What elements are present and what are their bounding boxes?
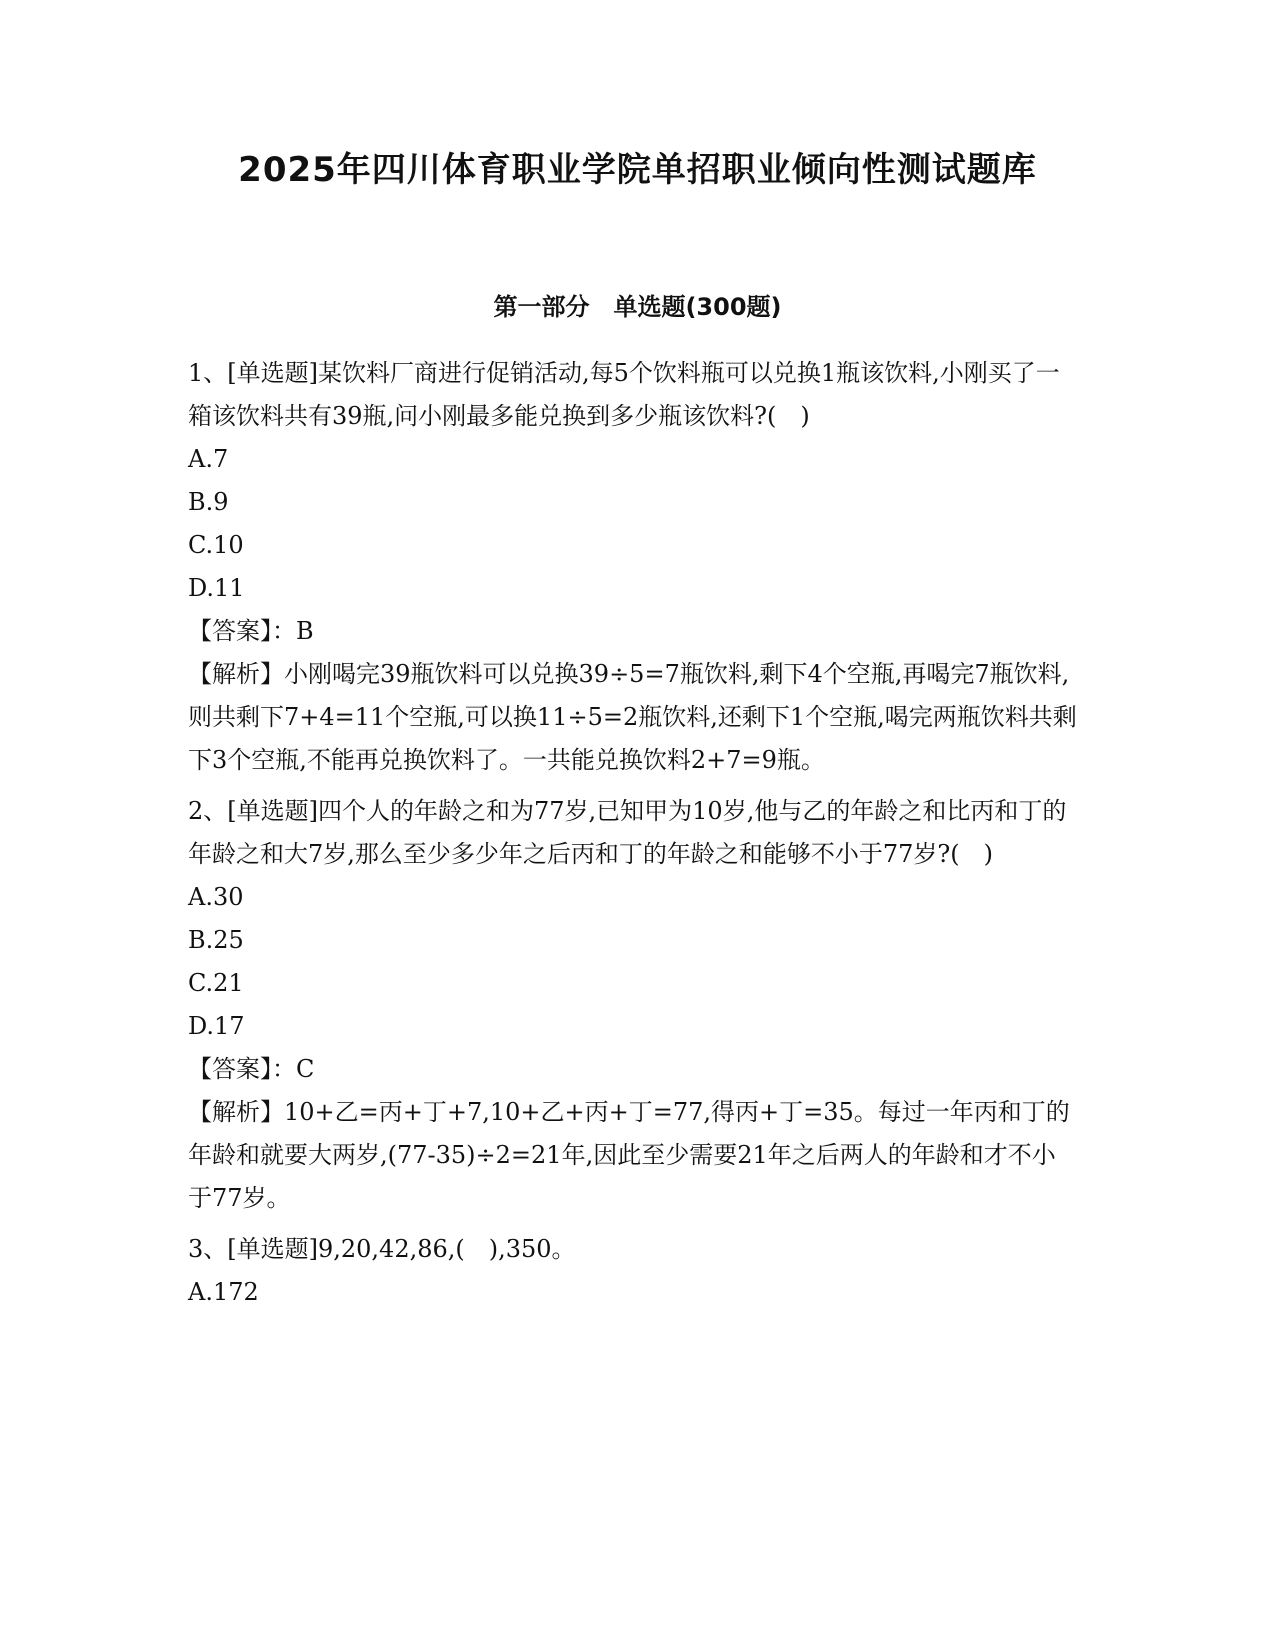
question-1 bbox=[188, 352, 1078, 782]
option-c: C.21 bbox=[188, 969, 244, 997]
analysis-line bbox=[188, 653, 1078, 782]
analysis-label: 【解析】 bbox=[188, 660, 284, 688]
document-title: 2025年四川体育职业学院单招职业倾向性测试题库 bbox=[238, 150, 1037, 190]
section-title: 第一部分 单选题(300题) bbox=[493, 293, 782, 321]
answer-label: 【答案】 bbox=[188, 617, 272, 645]
question-2 bbox=[188, 790, 1078, 1220]
answer-line bbox=[188, 1048, 1078, 1091]
option-d: D.11 bbox=[188, 574, 245, 602]
question-list bbox=[188, 352, 1078, 1322]
question-stem: 1、[单选题]某饮料厂商进行促销活动,每5个饮料瓶可以兑换1瓶该饮料,小刚买了一箱该饮料共有39瓶,问小刚最多能兑换到多少瓶该饮料?( ) bbox=[188, 359, 1060, 430]
analysis-text: 10+乙=丙+丁+7,10+乙+丙+丁=77,得丙+丁=35。每过一年丙和丁的年龄和就要大两岁,(77-35)÷2=21年,因此至少需要21年之后两人的年龄和才不小于77岁。 bbox=[188, 1098, 1070, 1212]
answer-label: 【答案】 bbox=[188, 1055, 272, 1083]
option-b: B.9 bbox=[188, 488, 229, 516]
option-a: A.172 bbox=[188, 1278, 259, 1306]
question-3 bbox=[188, 1228, 1078, 1314]
analysis-text: 小刚喝完39瓶饮料可以兑换39÷5=7瓶饮料,剩下4个空瓶,再喝完7瓶饮料,则共剩下7+4=11个空瓶,可以换11÷5=2瓶饮料,还剩下1个空瓶,喝完两瓶饮料共剩下3个空瓶,不能再兑换饮料了。一共能兑换饮料2+7=9瓶。 bbox=[188, 660, 1077, 774]
option-d: D.17 bbox=[188, 1012, 245, 1040]
question-stem: 3、[单选题]9,20,42,86,( ),350。 bbox=[188, 1235, 576, 1263]
option-a: A.7 bbox=[188, 445, 229, 473]
option-b: B.25 bbox=[188, 926, 244, 954]
analysis-line bbox=[188, 1091, 1078, 1220]
answer-value: ：C bbox=[272, 1055, 315, 1083]
answer-line bbox=[188, 610, 1078, 653]
question-stem: 2、[单选题]四个人的年龄之和为77岁,已知甲为10岁,他与乙的年龄之和比丙和丁的年龄之和大7岁,那么至少多少年之后丙和丁的年龄之和能够不小于77岁?( ) bbox=[188, 797, 1067, 868]
answer-value: ：B bbox=[272, 617, 314, 645]
option-c: C.10 bbox=[188, 531, 244, 559]
option-a: A.30 bbox=[188, 883, 244, 911]
analysis-label: 【解析】 bbox=[188, 1098, 284, 1126]
